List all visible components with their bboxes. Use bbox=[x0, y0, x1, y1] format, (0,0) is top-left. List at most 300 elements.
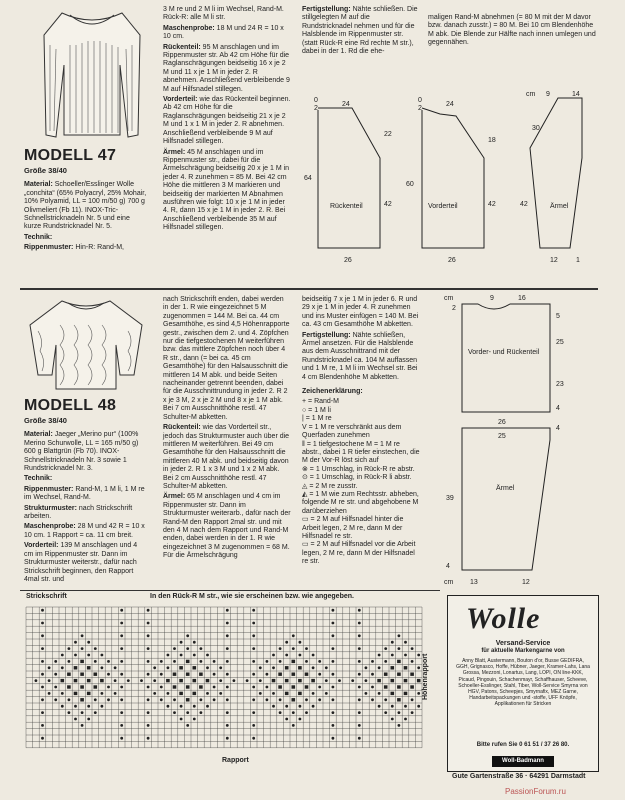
paragraph-heading: Rippenmuster: bbox=[24, 485, 74, 493]
stitch-mark bbox=[252, 724, 255, 727]
paragraph bbox=[302, 296, 420, 330]
stitch-mark bbox=[285, 692, 289, 695]
stitch-mark bbox=[120, 737, 123, 740]
stitch-mark bbox=[153, 679, 156, 682]
stitch-mark bbox=[179, 692, 183, 695]
stitch-mark bbox=[68, 647, 71, 650]
legend-item: V = 1 M re verschränkt aus dem Querfaden zunehmen bbox=[302, 423, 402, 440]
stitch-mark bbox=[41, 634, 44, 637]
stitch-mark bbox=[266, 660, 269, 663]
paragraph-text: Rand-M, 1 M li, 1 M re im Wechsel, Rand-M. bbox=[24, 485, 145, 502]
stitch-mark bbox=[61, 679, 65, 682]
stitch-mark bbox=[200, 711, 203, 714]
legend-item: ▭ = 2 M auf Hilfsnadel hinter die Arbeit legen, 2 M re, dann M der Hilfsnadel re str. bbox=[302, 516, 404, 540]
stitch-mark bbox=[278, 673, 282, 676]
stitch-mark bbox=[87, 666, 91, 669]
stitch-mark bbox=[193, 692, 197, 695]
stitch-mark bbox=[398, 634, 401, 637]
stitch-mark bbox=[404, 654, 407, 657]
stitch-mark bbox=[285, 666, 289, 669]
stitch-mark bbox=[186, 660, 190, 663]
stitch-mark bbox=[358, 609, 361, 612]
stitch-mark bbox=[179, 679, 183, 682]
stitch-mark bbox=[160, 673, 163, 676]
stitch-mark bbox=[371, 686, 374, 689]
stitch-mark bbox=[332, 698, 335, 701]
stitch-mark bbox=[101, 705, 104, 708]
stitch-mark bbox=[417, 705, 420, 708]
stitch-mark bbox=[193, 679, 197, 682]
paragraph-heading: Ärmel: bbox=[163, 148, 186, 156]
stitch-mark bbox=[252, 711, 255, 714]
stitch-mark bbox=[41, 737, 44, 740]
advert-logo: Wolle bbox=[466, 602, 541, 635]
stitch-mark bbox=[272, 666, 275, 669]
stitch-mark bbox=[417, 654, 420, 657]
d47-sleeve-top-a: 9 bbox=[546, 91, 550, 98]
m47-material-label: Material: bbox=[24, 181, 53, 189]
d47-sleeve-bottom-a: 12 bbox=[550, 257, 558, 264]
stitch-mark bbox=[351, 679, 354, 682]
paragraph-text: beidseitig 7 x je 1 M in jeder 6. R und 29 x je 1 M in jeder 4. R zunehmen und ins Muster einfügen = 140 M. Bei ca. 43 cm Gesamthöhe M abketten. bbox=[302, 296, 419, 329]
d47-front-left: 60 bbox=[406, 181, 414, 188]
legend-item: + = Rand-M bbox=[302, 398, 339, 406]
paragraph bbox=[24, 505, 148, 522]
m47-technik-label: Technik: bbox=[24, 233, 53, 241]
stitch-mark bbox=[292, 724, 295, 727]
stitch-mark bbox=[74, 679, 78, 682]
paragraph-text: 45 M anschlagen und im Rippenmuster str., dabei für die Ärmelschrägung beidseitig 20 x je 1 M in jeder 4. R zunehmen = 85 M. Bei 42 cm Höhe die mittleren 3 M markieren und beidseitig der markierten M Abnahmen ausführen wie folgt: 10 x je 1 M in jeder 4. R, dann 15 x je 1 M in jeder 2. R. Bei Anschließend verbleibende 35 M auf Hilfsnadel stillegen. bbox=[163, 148, 290, 232]
stitch-mark bbox=[398, 647, 401, 650]
stitch-mark bbox=[332, 622, 335, 625]
stitch-mark bbox=[325, 692, 328, 695]
stitch-mark bbox=[74, 666, 78, 669]
stitch-mark bbox=[54, 673, 57, 676]
stitch-mark bbox=[252, 686, 255, 689]
stitch-mark bbox=[278, 685, 282, 688]
stitch-mark bbox=[120, 698, 123, 701]
stitch-mark bbox=[48, 679, 51, 682]
stitch-mark bbox=[384, 685, 388, 688]
stitch-mark bbox=[41, 724, 44, 727]
d48-sleeve-dim: 4 bbox=[446, 563, 450, 570]
paragraph bbox=[24, 475, 148, 483]
stitch-mark bbox=[160, 698, 163, 701]
d48-bottom: 26 bbox=[498, 419, 506, 426]
stitch-mark bbox=[160, 686, 163, 689]
stitch-mark bbox=[81, 724, 84, 727]
chart-title: Strickschrift bbox=[26, 593, 67, 600]
stitch-mark bbox=[68, 698, 71, 701]
stitch-mark bbox=[272, 692, 275, 695]
stitch-mark bbox=[226, 622, 229, 625]
advert-subtitle-2: für aktuelle Markengarne von bbox=[481, 648, 565, 654]
stitch-mark bbox=[87, 718, 90, 721]
d47-front-slope: 18 bbox=[488, 137, 496, 144]
legend-item: ◭ = 1 M wie zum Rechtsstr. abheben, folgende M re str. und abgehobene M darüberziehen bbox=[302, 490, 419, 515]
stitch-mark bbox=[378, 692, 381, 695]
stitch-mark bbox=[404, 718, 407, 721]
stitch-mark bbox=[259, 692, 262, 695]
legend-item: ‖ = 1 tiefgestochene M = 1 M re abstr., dabei 1 R tiefer einstechen, die M der Vor-R löst sich auf bbox=[302, 440, 420, 465]
paragraph-heading: Rückenteil: bbox=[163, 424, 201, 432]
d47-back-top: 24 bbox=[342, 101, 350, 108]
stitch-mark bbox=[384, 711, 387, 714]
stitch-mark bbox=[80, 660, 84, 663]
stitch-mark bbox=[299, 641, 302, 644]
sleeve-panel-outline bbox=[462, 428, 550, 570]
stitch-mark bbox=[206, 666, 209, 669]
stitch-mark bbox=[358, 647, 361, 650]
stitch-mark bbox=[410, 673, 414, 676]
paragraph bbox=[24, 523, 148, 540]
stitch-mark bbox=[101, 654, 104, 657]
stitch-mark bbox=[279, 660, 282, 663]
stitch-mark bbox=[384, 673, 388, 676]
paragraph-heading: Fertigstellung: bbox=[302, 331, 351, 339]
paragraph bbox=[163, 6, 291, 23]
stitch-mark bbox=[147, 737, 150, 740]
m47-rippen-label: Rippenmuster: bbox=[24, 244, 74, 252]
stitch-mark bbox=[305, 711, 308, 714]
stitch-mark bbox=[252, 660, 255, 663]
stitch-mark bbox=[332, 634, 335, 637]
stitch-mark bbox=[147, 609, 150, 612]
stitch-mark bbox=[332, 686, 335, 689]
stitch-mark bbox=[213, 660, 216, 663]
stitch-mark bbox=[147, 647, 150, 650]
paragraph-text: maligen Rand-M abnehmen (= 80 M mit der M davor bzw. danach zusstr.) = 80 M. Bei 10 cm Blendenhöhe M abk. Die Blende zur Hälfte nach innen umlegen und gegennähen. bbox=[428, 14, 596, 47]
d47-sleeve-label: Ärmel bbox=[550, 203, 569, 210]
chart-hoehe: Höhenrapport bbox=[422, 653, 429, 700]
d47-front-bottom: 26 bbox=[448, 257, 456, 264]
chart-header: In den Rück-R M str., wie sie erscheinen bzw. wie angegeben. bbox=[150, 593, 354, 600]
stitch-mark bbox=[81, 711, 84, 714]
d47-sleeve-left: 30 bbox=[532, 125, 540, 132]
sleeve-outline bbox=[530, 98, 582, 248]
stitch-mark bbox=[305, 647, 308, 650]
stitch-mark bbox=[266, 673, 269, 676]
stitch-mark bbox=[140, 679, 143, 682]
stitch-mark bbox=[74, 654, 77, 657]
stitch-mark bbox=[186, 647, 189, 650]
paragraph-text: 95 M anschlagen und im Rippenmuster str. Ab 42 cm Höhe für die Raglanschrägungen beidseitig 16 x je 2 M und 11 x je 1 M in jeder 2. R abnehmen. Anschließend verbleibende 9 M auf Hilfsnadel stillegen. bbox=[163, 43, 290, 93]
stitch-mark bbox=[200, 698, 203, 701]
stitch-mark bbox=[101, 666, 104, 669]
stitch-mark bbox=[332, 737, 335, 740]
stitch-mark bbox=[114, 692, 117, 695]
d47-back-label: Rückenteil bbox=[330, 203, 363, 210]
stitch-mark bbox=[259, 666, 262, 669]
body-panel-outline bbox=[462, 304, 550, 412]
stitch-mark bbox=[206, 679, 210, 682]
m47-col3 bbox=[302, 6, 420, 58]
stitch-mark bbox=[41, 660, 44, 663]
d47-back-bottom: 26 bbox=[344, 257, 352, 264]
stitch-mark bbox=[193, 641, 196, 644]
stitch-mark bbox=[266, 698, 269, 701]
paragraph-text: 28 M und 42 R = 10 x 10 cm. 1 Rapport = ca. 11 cm breit. bbox=[24, 523, 145, 539]
d48-top-b: 16 bbox=[518, 295, 526, 302]
m48-size: Größe 38/40 bbox=[24, 416, 67, 425]
stitch-mark bbox=[292, 711, 295, 714]
stitch-mark bbox=[219, 666, 222, 669]
paragraph-heading: Vorderteil: bbox=[24, 542, 59, 550]
stitch-mark bbox=[305, 698, 308, 701]
stitch-mark bbox=[318, 673, 321, 676]
stitch-mark bbox=[167, 666, 170, 669]
stitch-mark bbox=[233, 679, 236, 682]
stitch-mark bbox=[213, 698, 216, 701]
stitch-mark bbox=[252, 673, 255, 676]
stitch-mark bbox=[398, 724, 401, 727]
stitch-mark bbox=[219, 692, 222, 695]
legend-list bbox=[302, 398, 420, 566]
stitch-mark bbox=[68, 711, 71, 714]
legend-title: Zeichenerklärung: bbox=[302, 388, 363, 396]
stitch-mark bbox=[80, 685, 84, 688]
paragraph-text: nach Strickschrift arbeiten. bbox=[24, 504, 133, 521]
paragraph-text: 3 M re und 2 M li im Wechsel, Rand-M. Rück-R: alle M li str. bbox=[163, 6, 284, 22]
stitch-mark bbox=[285, 679, 289, 682]
legend-item: ▭ = 2 M auf Hilfsnadel vor die Arbeit legen, 2 M re, dann M der Hilfsnadel re str. bbox=[302, 541, 416, 566]
stitch-mark bbox=[219, 679, 222, 682]
stitch-mark bbox=[332, 647, 335, 650]
m47-col4 bbox=[428, 14, 598, 50]
stitch-mark bbox=[173, 660, 176, 663]
stitch-mark bbox=[120, 622, 123, 625]
stitch-mark bbox=[292, 685, 296, 688]
stitch-mark bbox=[101, 692, 104, 695]
stitch-mark bbox=[332, 711, 335, 714]
stitch-mark bbox=[173, 711, 176, 714]
stitch-mark bbox=[147, 660, 150, 663]
stitch-mark bbox=[318, 698, 321, 701]
stitch-mark bbox=[54, 698, 57, 701]
d48-dim-c: 4 bbox=[556, 425, 560, 432]
stitch-mark bbox=[179, 666, 183, 669]
stitch-mark bbox=[193, 666, 197, 669]
d48-sleeve-cm: cm bbox=[444, 579, 454, 586]
stitch-mark bbox=[358, 622, 361, 625]
stitch-mark bbox=[417, 666, 420, 669]
stitch-mark bbox=[206, 654, 209, 657]
stitch-mark bbox=[272, 705, 275, 708]
stitch-mark bbox=[285, 641, 288, 644]
stitch-mark bbox=[358, 686, 361, 689]
stitch-mark bbox=[107, 698, 110, 701]
paragraph-text: wie das Vorderteil str., jedoch das Strukturmuster auch über die mittleren M weiterführen. Bei 49 cm Gesamthöhe für den Halsausschnitt die mittleren 40 M abk. und beidseitig davon in jeder 2. R 1 x 3 M und 1 x 2 M abk. Bei 2 cm Ausschnitthöhe restl. 47 Schulter-M abketten. bbox=[163, 424, 290, 490]
stitch-mark bbox=[81, 634, 84, 637]
stitch-mark bbox=[41, 609, 44, 612]
paragraph-text: Jaeger „Merino pur“ (100% Merino Schurwolle, LL = 165 m/50 g) 600 g Blattgrün (Fb 70). INOX-Schnellstricknadeln Nr. 3 sowie 1 Rundstricknadel Nr. 3. bbox=[24, 431, 139, 473]
stitch-mark bbox=[411, 660, 414, 663]
stitch-mark bbox=[358, 660, 361, 663]
stitch-mark bbox=[206, 692, 209, 695]
stitch-mark bbox=[391, 666, 395, 669]
stitch-mark bbox=[186, 698, 190, 701]
stitch-mark bbox=[417, 679, 421, 682]
stitch-mark bbox=[338, 679, 341, 682]
stitch-mark bbox=[120, 673, 123, 676]
d47-back-left: 64 bbox=[304, 175, 312, 182]
stitch-mark bbox=[54, 686, 57, 689]
stitch-mark bbox=[371, 698, 374, 701]
stitch-mark bbox=[246, 679, 249, 682]
stitch-mark bbox=[411, 698, 414, 701]
stitch-mark bbox=[305, 660, 308, 663]
stitch-mark bbox=[107, 660, 110, 663]
paragraph bbox=[163, 493, 291, 560]
stitch-mark bbox=[397, 673, 401, 676]
legend-item: ◬ = 2 M re zusstr. bbox=[302, 482, 358, 490]
stitch-mark bbox=[41, 698, 44, 701]
stitch-mark bbox=[358, 737, 361, 740]
stitch-mark bbox=[193, 654, 196, 657]
paragraph-heading: Material: bbox=[24, 431, 53, 439]
stitch-mark bbox=[153, 666, 156, 669]
knitting-chart bbox=[22, 603, 432, 753]
advert-subtitle: Versand-Service bbox=[495, 640, 551, 647]
stitch-mark bbox=[398, 711, 401, 714]
stitch-mark bbox=[371, 673, 374, 676]
stitch-mark bbox=[147, 686, 150, 689]
stitch-mark bbox=[391, 654, 394, 657]
stitch-mark bbox=[252, 737, 255, 740]
stitch-mark bbox=[299, 654, 302, 657]
stitch-mark bbox=[332, 673, 335, 676]
stitch-mark bbox=[180, 641, 183, 644]
stitch-mark bbox=[160, 660, 163, 663]
schematic-48 bbox=[432, 290, 602, 590]
stitch-mark bbox=[120, 660, 123, 663]
paragraph-heading: Rückenteil: bbox=[163, 43, 201, 51]
stitch-mark bbox=[325, 679, 328, 682]
d47-sleeve-top-b: 14 bbox=[572, 91, 580, 98]
d47-back-slope: 22 bbox=[384, 131, 392, 138]
stitch-mark bbox=[312, 692, 315, 695]
stitch-mark bbox=[325, 666, 328, 669]
stitch-mark bbox=[48, 666, 51, 669]
front-panel-outline bbox=[422, 108, 484, 248]
stitch-mark bbox=[94, 698, 97, 701]
stitch-mark bbox=[61, 705, 64, 708]
stitch-mark bbox=[226, 660, 229, 663]
stitch-mark bbox=[292, 660, 296, 663]
d47-sleeve-bottom-b: 1 bbox=[576, 257, 580, 264]
stitch-mark bbox=[365, 666, 368, 669]
advert-badge: Woll-Badmann bbox=[492, 756, 554, 767]
stitch-mark bbox=[404, 692, 408, 695]
paragraph bbox=[163, 44, 291, 94]
stitch-mark bbox=[94, 673, 98, 676]
sweater-48-sketch bbox=[24, 295, 149, 393]
paragraph-heading: Technik: bbox=[24, 475, 53, 483]
stitch-mark bbox=[213, 686, 216, 689]
legend-item: | = 1 M re bbox=[302, 415, 332, 423]
d47-back-zero: 0 bbox=[314, 97, 318, 104]
stitch-mark bbox=[299, 705, 302, 708]
sweater-47-sketch bbox=[40, 5, 145, 145]
paragraph-heading: Maschenprobe: bbox=[24, 523, 76, 531]
stitch-mark bbox=[147, 634, 150, 637]
stitch-mark bbox=[94, 660, 97, 663]
stitch-mark bbox=[226, 698, 229, 701]
stitch-mark bbox=[54, 660, 57, 663]
stitch-mark bbox=[226, 724, 229, 727]
stitch-mark bbox=[285, 705, 288, 708]
paragraph-text: 139 M anschlagen und 4 cm im Rippenmuster str. Dann im Strukturmuster weiterstr., dafür nach Strickschrift beginnen, den Rapport 4mal str. und bbox=[24, 542, 138, 583]
stitch-mark bbox=[200, 647, 203, 650]
stitch-mark bbox=[404, 705, 407, 708]
m48-col1 bbox=[24, 397, 148, 586]
paragraph-heading: Strukturmuster: bbox=[24, 504, 77, 512]
stitch-mark bbox=[279, 711, 282, 714]
stitch-mark bbox=[298, 679, 302, 682]
stitch-mark bbox=[120, 711, 123, 714]
m48-col3 bbox=[302, 296, 420, 567]
stitch-mark bbox=[94, 685, 98, 688]
stitch-mark bbox=[391, 641, 394, 644]
paragraph-heading: Ärmel: bbox=[163, 493, 186, 501]
stitch-mark bbox=[272, 654, 275, 657]
stitch-mark bbox=[292, 634, 295, 637]
advert-phone: Bitte rufen Sie 0 61 51 / 37 26 80. bbox=[476, 742, 570, 748]
stitch-mark bbox=[120, 724, 123, 727]
stitch-mark bbox=[391, 692, 395, 695]
d48-sleeve-label: Ärmel bbox=[496, 485, 515, 492]
stitch-mark bbox=[199, 673, 203, 676]
stitch-mark bbox=[87, 679, 91, 682]
stitch-mark bbox=[312, 654, 315, 657]
stitch-mark bbox=[226, 647, 229, 650]
stitch-mark bbox=[167, 654, 170, 657]
paragraph-heading: Maschenprobe: bbox=[163, 24, 215, 32]
stitch-mark bbox=[226, 634, 229, 637]
stitch-mark bbox=[186, 634, 189, 637]
d47-sleeve-cm: cm bbox=[526, 91, 536, 98]
stitch-mark bbox=[411, 711, 414, 714]
d48-sleeve-top: 25 bbox=[498, 433, 506, 440]
stitch-mark bbox=[298, 692, 302, 695]
stitch-mark bbox=[147, 724, 150, 727]
stitch-mark bbox=[186, 673, 190, 676]
stitch-mark bbox=[87, 654, 90, 657]
stitch-mark bbox=[147, 698, 150, 701]
stitch-mark bbox=[279, 698, 282, 701]
stitch-mark bbox=[167, 705, 170, 708]
paragraph-text: Nähte schließen. Die stillgelegten M auf die Rundstricknadel nehmen und für die Halsblende im Rippenmuster str. (statt Rück-R eine Rd rechte M str.), dabei in der 1. Rd die ehe- bbox=[302, 6, 418, 56]
stitch-mark bbox=[292, 698, 296, 701]
yarn-advert bbox=[447, 595, 599, 772]
stitch-mark bbox=[404, 641, 407, 644]
schematic-47 bbox=[300, 88, 600, 268]
paragraph-text: wie das Rückenteil beginnen. Ab 42 cm Höhe für die Raglanschrägungen beidseitig 21 x je 2 M und 1 x 1 M in jeder 2. R abnehmen. Anschließend verbleibende 9 M auf Hilfsnadel stillegen. bbox=[163, 96, 291, 146]
stitch-mark bbox=[87, 692, 91, 695]
paragraph bbox=[163, 25, 291, 42]
stitch-mark bbox=[378, 705, 381, 708]
legend-item: ○ = 1 M li bbox=[302, 406, 331, 414]
stitch-mark bbox=[285, 654, 288, 657]
stitch-mark bbox=[226, 737, 229, 740]
stitch-mark bbox=[397, 660, 401, 663]
d48-body-label: Vorder- und Rückenteil bbox=[468, 349, 540, 356]
stitch-mark bbox=[127, 679, 130, 682]
paragraph-heading: Fertigstellung: bbox=[302, 6, 351, 13]
stitch-mark bbox=[193, 705, 196, 708]
d48-sleeve-right: 39 bbox=[446, 495, 454, 502]
stitch-mark bbox=[252, 622, 255, 625]
